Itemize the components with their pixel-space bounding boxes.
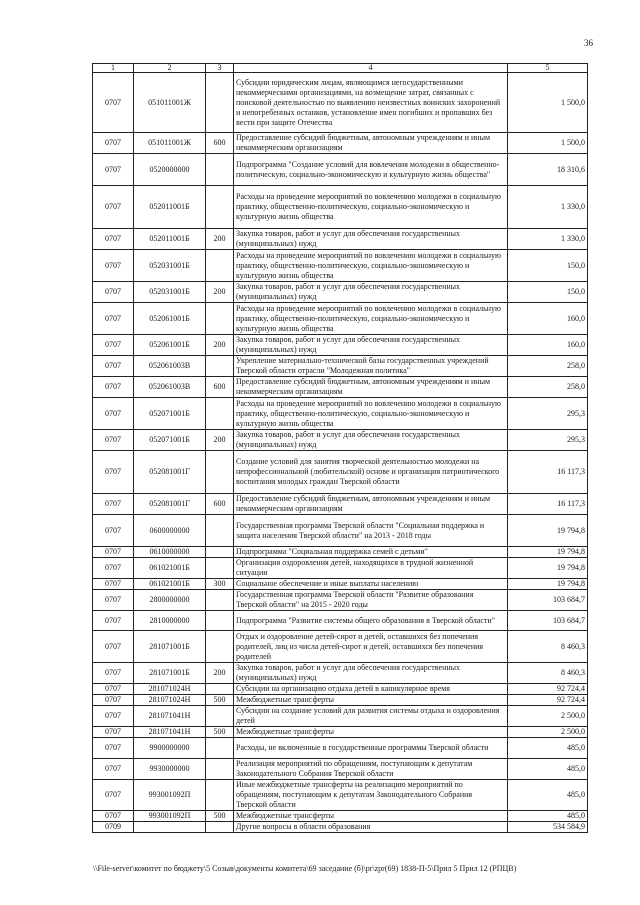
item-name-cell: Расходы на проведение мероприятий по вовлечению молодежи в социальную практику, общественно-политическую, социально-экономическую и культурную жизнь общества (234, 398, 508, 430)
target-code-cell: 061021001Б (134, 579, 206, 590)
target-code-cell: 281071041Н (134, 706, 206, 727)
section-cell: 0707 (93, 759, 134, 780)
target-code-cell: 281071024Н (134, 695, 206, 706)
section-cell: 0707 (93, 356, 134, 377)
item-name-cell: Закупка товаров, работ и услуг для обеспечения государственных (муниципальных) нужд (234, 229, 508, 250)
section-cell: 0707 (93, 611, 134, 631)
item-name-cell: Расходы на проведение мероприятий по вовлечению молодежи в социальную практику, общественно-политическую, социально-экономическую и культурную жизнь общества (234, 186, 508, 229)
item-name-cell: Государственная программа Тверской области "Социальная поддержка и защита населения Тверской области" на 2013 - 2018 годы (234, 515, 508, 547)
item-name-cell: Закупка товаров, работ и услуг для обеспечения государственных (муниципальных) нужд (234, 282, 508, 303)
table-row (93, 684, 588, 695)
expense-type-cell (206, 73, 234, 133)
target-code-cell: 993001092П (134, 811, 206, 822)
expense-type-cell (206, 706, 234, 727)
item-name-cell: Организация оздоровления детей, находящихся в трудной жизненной ситуации (234, 558, 508, 579)
table-row (93, 631, 588, 663)
amount-cell: 1 500,0 (508, 73, 588, 133)
amount-cell: 485,0 (508, 759, 588, 780)
item-name-cell: Предоставление субсидий бюджетным, автономным учреждениям и иным некоммерческим организациям (234, 377, 508, 398)
target-code-cell: 281071001Б (134, 631, 206, 663)
column-number: 2 (134, 64, 206, 73)
section-cell: 0707 (93, 738, 134, 759)
table-row (93, 590, 588, 611)
section-cell: 0707 (93, 515, 134, 547)
expense-type-cell (206, 250, 234, 282)
item-name-cell: Межбюджетные трансферты (234, 695, 508, 706)
amount-cell: 485,0 (508, 780, 588, 811)
expense-type-cell: 200 (206, 282, 234, 303)
target-code-cell: 993001092П (134, 780, 206, 811)
target-code-cell: 281071024Н (134, 684, 206, 695)
table-row (93, 695, 588, 706)
item-name-cell: Отдых и оздоровление детей-сирот и детей, оставшихся без попечения родителей, лиц из числа детей-сирот и детей, оставшихся без попечения родителей (234, 631, 508, 663)
table-row (93, 822, 588, 833)
amount-cell: 1 330,0 (508, 229, 588, 250)
item-name-cell: Государственная программа Тверской области "Развитие образования Тверской области" на 2015 - 2020 годы (234, 590, 508, 611)
target-code-cell (134, 822, 206, 833)
page-number: 36 (584, 38, 593, 48)
amount-cell: 103 684,7 (508, 611, 588, 631)
item-name-cell: Закупка товаров, работ и услуг для обеспечения государственных (муниципальных) нужд (234, 663, 508, 684)
item-name-cell: Расходы на проведение мероприятий по вовлечению молодежи в социальную практику, общественно-политическую, социально-экономическую и культурную жизнь общества (234, 250, 508, 282)
table-row (93, 186, 588, 229)
item-name-cell: Подпрограмма "Развитие системы общего образования в Тверской области" (234, 611, 508, 631)
expense-type-cell: 500 (206, 695, 234, 706)
section-cell: 0709 (93, 822, 134, 833)
target-code-cell: 052071001Б (134, 398, 206, 430)
amount-cell: 485,0 (508, 738, 588, 759)
item-name-cell: Межбюджетные трансферты (234, 811, 508, 822)
section-cell: 0707 (93, 451, 134, 494)
expense-type-cell (206, 398, 234, 430)
amount-cell: 150,0 (508, 282, 588, 303)
amount-cell: 8 460,3 (508, 631, 588, 663)
target-code-cell: 051011001Ж (134, 73, 206, 133)
target-code-cell: 052011001Б (134, 186, 206, 229)
expense-type-cell (206, 356, 234, 377)
table-row (93, 494, 588, 515)
amount-cell: 534 584,9 (508, 822, 588, 833)
amount-cell: 16 117,3 (508, 451, 588, 494)
item-name-cell: Расходы на проведение мероприятий по вовлечению молодежи в социальную практику, общественно-политическую, социально-экономическую и культурную жизнь общества (234, 303, 508, 335)
amount-cell: 8 460,3 (508, 663, 588, 684)
target-code-cell: 052061003В (134, 377, 206, 398)
expense-type-cell (206, 631, 234, 663)
amount-cell: 2 500,0 (508, 706, 588, 727)
item-name-cell: Укрепление материально-технической базы государственных учреждений Тверской области отрасли "Молодежная политика" (234, 356, 508, 377)
item-name-cell: Иные межбюджетные трансферты на реализацию мероприятий по обращениям, поступающим к депутатам Законодательного Собрания Тверской области (234, 780, 508, 811)
expense-type-cell: 200 (206, 430, 234, 451)
column-number: 4 (234, 64, 508, 73)
table-row (93, 727, 588, 738)
table-row (93, 356, 588, 377)
expense-type-cell (206, 451, 234, 494)
table-row (93, 154, 588, 186)
section-cell: 0707 (93, 547, 134, 558)
item-name-cell: Предоставление субсидий бюджетным, автономным учреждениям и иным некоммерческим организациям (234, 133, 508, 154)
table-row (93, 663, 588, 684)
section-cell: 0707 (93, 133, 134, 154)
expense-type-cell (206, 684, 234, 695)
section-cell: 0707 (93, 73, 134, 133)
amount-cell: 16 117,3 (508, 494, 588, 515)
expense-type-cell (206, 822, 234, 833)
expense-type-cell: 600 (206, 494, 234, 515)
item-name-cell: Субсидии на организацию отдыха детей в каникулярное время (234, 684, 508, 695)
expense-type-cell: 200 (206, 335, 234, 356)
target-code-cell: 052061003В (134, 356, 206, 377)
amount-cell: 2 500,0 (508, 727, 588, 738)
amount-cell: 103 684,7 (508, 590, 588, 611)
item-name-cell: Межбюджетные трансферты (234, 727, 508, 738)
target-code-cell: 061021001Б (134, 558, 206, 579)
table-row (93, 398, 588, 430)
section-cell: 0707 (93, 590, 134, 611)
expense-type-cell (206, 515, 234, 547)
expense-type-cell (206, 759, 234, 780)
target-code-cell: 9930000000 (134, 759, 206, 780)
table-row (93, 611, 588, 631)
amount-cell: 295,3 (508, 398, 588, 430)
table-row (93, 451, 588, 494)
target-code-cell: 0520000000 (134, 154, 206, 186)
target-code-cell: 052031001Б (134, 250, 206, 282)
target-code-cell: 052081001Г (134, 494, 206, 515)
expense-type-cell: 200 (206, 663, 234, 684)
section-cell: 0707 (93, 229, 134, 250)
section-cell: 0707 (93, 154, 134, 186)
table-row (93, 377, 588, 398)
expense-type-cell: 600 (206, 377, 234, 398)
table-row (93, 229, 588, 250)
table-row (93, 759, 588, 780)
expense-type-cell: 600 (206, 133, 234, 154)
item-name-cell: Субсидии на создание условий для развития системы отдыха и оздоровления детей (234, 706, 508, 727)
expense-type-cell: 200 (206, 229, 234, 250)
amount-cell: 295,3 (508, 430, 588, 451)
section-cell: 0707 (93, 780, 134, 811)
expense-type-cell (206, 303, 234, 335)
target-code-cell: 281071041Н (134, 727, 206, 738)
item-name-cell: Подпрограмма "Создание условий для вовлечения молодежи в общественно-политическую, социально-экономическую и культурную жизнь общества" (234, 154, 508, 186)
target-code-cell: 2800000000 (134, 590, 206, 611)
amount-cell: 160,0 (508, 335, 588, 356)
column-number: 1 (93, 64, 134, 73)
amount-cell: 19 794,8 (508, 515, 588, 547)
table-row (93, 579, 588, 590)
table-row (93, 73, 588, 133)
item-name-cell: Социальное обеспечение и иные выплаты населению (234, 579, 508, 590)
item-name-cell: Подпрограмма "Социальная поддержка семей с детьми" (234, 547, 508, 558)
section-cell: 0707 (93, 558, 134, 579)
table-row (93, 738, 588, 759)
column-number: 5 (508, 64, 588, 73)
table-row (93, 780, 588, 811)
target-code-cell: 052081001Г (134, 451, 206, 494)
section-cell: 0707 (93, 398, 134, 430)
target-code-cell: 0610000000 (134, 547, 206, 558)
amount-cell: 160,0 (508, 303, 588, 335)
amount-cell: 1 330,0 (508, 186, 588, 229)
table-row (93, 282, 588, 303)
expense-type-cell (206, 611, 234, 631)
target-code-cell: 281071001Б (134, 663, 206, 684)
table-row (93, 133, 588, 154)
column-number-row (93, 64, 588, 73)
table-row (93, 547, 588, 558)
item-name-cell: Предоставление субсидий бюджетным, автономным учреждениям и иным некоммерческим организациям (234, 494, 508, 515)
target-code-cell: 051011001Ж (134, 133, 206, 154)
section-cell: 0707 (93, 663, 134, 684)
section-cell: 0707 (93, 684, 134, 695)
column-number: 3 (206, 64, 234, 73)
table-row (93, 335, 588, 356)
expense-type-cell (206, 154, 234, 186)
table-row (93, 250, 588, 282)
budget-table (92, 63, 588, 833)
section-cell: 0707 (93, 335, 134, 356)
section-cell: 0707 (93, 631, 134, 663)
section-cell: 0707 (93, 377, 134, 398)
expense-type-cell (206, 547, 234, 558)
target-code-cell: 9900000000 (134, 738, 206, 759)
section-cell: 0707 (93, 727, 134, 738)
table-row (93, 515, 588, 547)
table-row (93, 811, 588, 822)
section-cell: 0707 (93, 695, 134, 706)
target-code-cell: 052061001Б (134, 303, 206, 335)
expense-type-cell (206, 186, 234, 229)
item-name-cell: Реализация мероприятий по обращениям, поступающим к депутатам Законодательного Собрания Тверской области (234, 759, 508, 780)
target-code-cell: 052031001Б (134, 282, 206, 303)
amount-cell: 485,0 (508, 811, 588, 822)
section-cell: 0707 (93, 303, 134, 335)
expense-type-cell (206, 590, 234, 611)
item-name-cell: Создание условий для занятия творческой деятельностью молодежи на непрофессиональной (любительской) основе и организация патриотического воспитания молодых граждан Тверской области (234, 451, 508, 494)
target-code-cell: 052061001Б (134, 335, 206, 356)
table-row (93, 303, 588, 335)
file-path-footer: \\File-server\комитет по бюджету\5 Созыв\документы комитета\69 заседание (б)\pr\zpr(69) 1838-П-5\Прил 5 Прил 12 (РПЦВ) (93, 864, 517, 873)
item-name-cell: Субсидии юридическим лицам, являющимся негосударственными некоммерческими организациями, на возмещение затрат, связанных с поисковой деятельностью по выявлению неизвестных воинских захоронений и непогребенных останков, установление имен погибших и пропавших без вести при защите Отечества (234, 73, 508, 133)
expense-type-cell: 300 (206, 579, 234, 590)
expense-type-cell: 500 (206, 811, 234, 822)
expense-type-cell (206, 558, 234, 579)
item-name-cell: Другие вопросы в области образования (234, 822, 508, 833)
item-name-cell: Закупка товаров, работ и услуг для обеспечения государственных (муниципальных) нужд (234, 335, 508, 356)
amount-cell: 19 794,8 (508, 579, 588, 590)
amount-cell: 1 500,0 (508, 133, 588, 154)
section-cell: 0707 (93, 579, 134, 590)
amount-cell: 258,0 (508, 377, 588, 398)
amount-cell: 19 794,8 (508, 558, 588, 579)
table-row (93, 558, 588, 579)
section-cell: 0707 (93, 282, 134, 303)
table-row (93, 706, 588, 727)
target-code-cell: 052011001Б (134, 229, 206, 250)
section-cell: 0707 (93, 250, 134, 282)
section-cell: 0707 (93, 494, 134, 515)
amount-cell: 92 724,4 (508, 684, 588, 695)
section-cell: 0707 (93, 186, 134, 229)
section-cell: 0707 (93, 706, 134, 727)
amount-cell: 19 794,8 (508, 547, 588, 558)
expense-type-cell (206, 780, 234, 811)
expense-type-cell: 500 (206, 727, 234, 738)
item-name-cell: Закупка товаров, работ и услуг для обеспечения государственных (муниципальных) нужд (234, 430, 508, 451)
target-code-cell: 052071001Б (134, 430, 206, 451)
section-cell: 0707 (93, 811, 134, 822)
table-row (93, 430, 588, 451)
amount-cell: 92 724,4 (508, 695, 588, 706)
target-code-cell: 0600000000 (134, 515, 206, 547)
item-name-cell: Расходы, не включенные в государственные программы Тверской области (234, 738, 508, 759)
target-code-cell: 2810000000 (134, 611, 206, 631)
amount-cell: 258,0 (508, 356, 588, 377)
amount-cell: 150,0 (508, 250, 588, 282)
section-cell: 0707 (93, 430, 134, 451)
expense-type-cell (206, 738, 234, 759)
amount-cell: 18 310,6 (508, 154, 588, 186)
